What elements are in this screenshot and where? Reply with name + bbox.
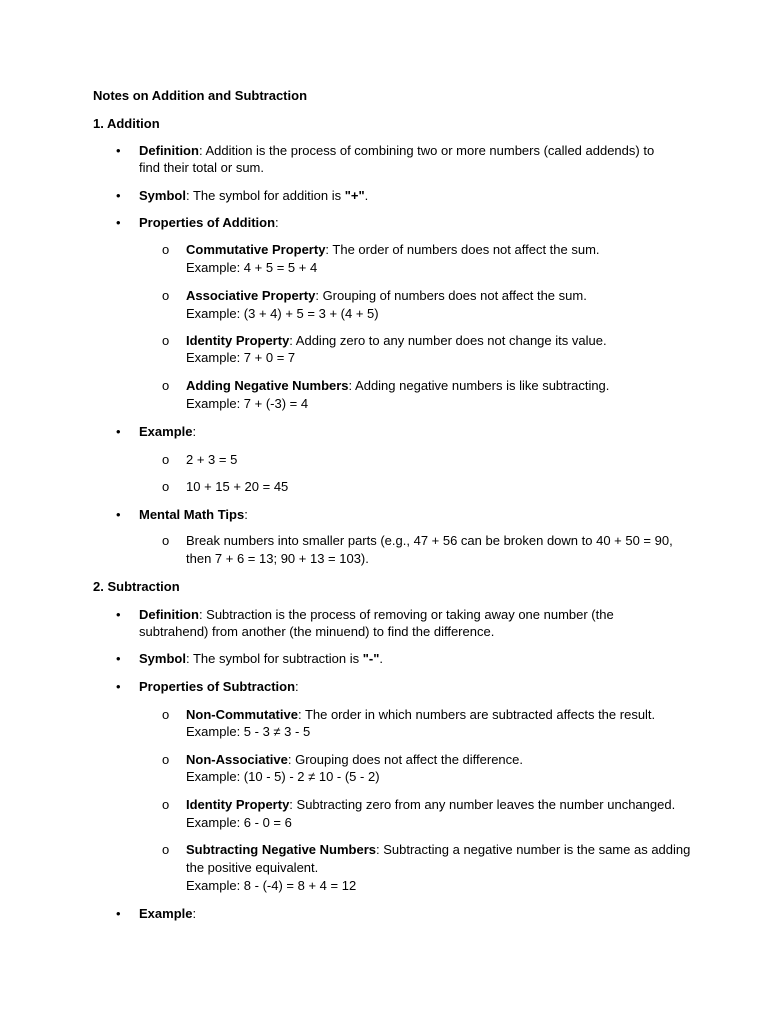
mental-math-heading	[139, 506, 248, 524]
properties-label: Properties of Subtraction	[139, 679, 296, 694]
colon: :	[295, 679, 299, 694]
property-item	[186, 796, 675, 814]
property-example: Example: (3 + 4) + 5 = 3 + (4 + 5)	[186, 306, 379, 321]
sub-bullet-icon: o	[162, 333, 170, 348]
symbol-text: : The symbol for subtraction is	[185, 651, 363, 666]
addition-definition-cont: find their total or sum.	[139, 160, 264, 175]
property-text: : Grouping does not affect the difference.	[287, 752, 523, 767]
definition-text: : Subtraction is the process of removing or taking away one number (the	[198, 607, 614, 622]
property-text: : Subtracting zero from any number leaves the number unchanged.	[289, 797, 676, 812]
property-label: Identity Property	[186, 797, 290, 812]
property-example: Example: 4 + 5 = 5 + 4	[186, 260, 318, 275]
sub-bullet-icon: o	[162, 533, 170, 548]
bullet-icon: •	[116, 215, 121, 230]
tips-item: Break numbers into smaller parts (e.g., 47 + 56 can be broken down to 40 + 50 = 90,	[186, 533, 673, 548]
property-item	[186, 287, 587, 305]
section-heading-addition: 1. Addition	[93, 116, 160, 131]
bullet-icon: •	[116, 906, 121, 921]
subtraction-definition-cont: subtrahend) from another (the minuend) to find the difference.	[139, 624, 495, 639]
property-item	[186, 706, 655, 724]
document-title: Notes on Addition and Subtraction	[93, 88, 308, 103]
subtraction-properties-heading	[139, 678, 299, 696]
sub-bullet-icon: o	[162, 479, 170, 494]
property-example: Example: 8 - (-4) = 8 + 4 = 12	[186, 878, 357, 893]
property-example: Example: 6 - 0 = 6	[186, 815, 292, 830]
subtraction-symbol	[139, 650, 383, 668]
property-item	[186, 241, 600, 259]
example-label: Example	[139, 424, 193, 439]
sub-bullet-icon: o	[162, 242, 170, 257]
bullet-icon: •	[116, 143, 121, 158]
property-label: Non-Associative	[186, 752, 288, 767]
colon: :	[192, 906, 197, 921]
bullet-icon: •	[116, 424, 121, 439]
property-item	[186, 841, 690, 859]
property-text: : Subtracting a negative number is the same as adding	[376, 842, 691, 857]
colon: :	[244, 507, 248, 522]
property-label: Subtracting Negative Numbers	[186, 842, 376, 857]
property-label: Commutative Property	[186, 242, 326, 257]
bullet-icon: •	[116, 651, 121, 666]
property-example: Example: 7 + 0 = 7	[186, 350, 296, 365]
property-text: : Adding negative numbers is like subtracting.	[348, 378, 610, 393]
property-text-cont: the positive equivalent.	[186, 860, 319, 875]
sub-bullet-icon: o	[162, 842, 170, 857]
property-text: : The order of numbers does not affect the sum.	[325, 242, 600, 257]
definition-label: Definition	[139, 607, 199, 622]
symbol-label: Symbol	[139, 188, 186, 203]
property-text: : Adding zero to any number does not change its value.	[289, 333, 607, 348]
subtraction-definition	[139, 606, 614, 624]
example-label: Example	[139, 906, 193, 921]
example-item: 2 + 3 = 5	[186, 452, 238, 467]
property-example: Example: (10 - 5) - 2 ≠ 10 - (5 - 2)	[186, 769, 380, 784]
property-label: Identity Property	[186, 333, 290, 348]
section-heading-subtraction: 2. Subtraction	[93, 579, 180, 594]
colon: :	[275, 215, 279, 230]
property-item	[186, 332, 607, 350]
subtraction-example-heading	[139, 905, 196, 923]
definition-text: : Addition is the process of combining two or more numbers (called addends) to	[198, 143, 655, 158]
bullet-icon: •	[116, 507, 121, 522]
property-label: Adding Negative Numbers	[186, 378, 349, 393]
sub-bullet-icon: o	[162, 797, 170, 812]
sub-bullet-icon: o	[162, 378, 170, 393]
property-label: Associative Property	[186, 288, 316, 303]
bullet-icon: •	[116, 679, 121, 694]
addition-definition	[139, 142, 654, 160]
symbol-end: .	[379, 651, 384, 666]
property-label: Non-Commutative	[186, 707, 298, 722]
property-example: Example: 7 + (-3) = 4	[186, 396, 309, 411]
addition-example-heading	[139, 423, 196, 441]
symbol-glyph: "+"	[344, 188, 365, 203]
example-item: 10 + 15 + 20 = 45	[186, 479, 289, 494]
definition-label: Definition	[139, 143, 199, 158]
addition-properties-heading	[139, 214, 279, 232]
symbol-end: .	[364, 188, 369, 203]
sub-bullet-icon: o	[162, 752, 170, 767]
colon: :	[192, 424, 197, 439]
bullet-icon: •	[116, 188, 121, 203]
addition-symbol	[139, 187, 368, 205]
property-text: : Grouping of numbers does not affect the sum.	[315, 288, 587, 303]
symbol-label: Symbol	[139, 651, 186, 666]
properties-label: Properties of Addition	[139, 215, 276, 230]
sub-bullet-icon: o	[162, 707, 170, 722]
tips-item-cont: then 7 + 6 = 13; 90 + 13 = 103).	[186, 551, 369, 566]
symbol-glyph: "-"	[362, 651, 380, 666]
sub-bullet-icon: o	[162, 452, 170, 467]
bullet-icon: •	[116, 607, 121, 622]
property-item	[186, 377, 609, 395]
sub-bullet-icon: o	[162, 288, 170, 303]
property-example: Example: 5 - 3 ≠ 3 - 5	[186, 724, 311, 739]
tips-label: Mental Math Tips	[139, 507, 245, 522]
symbol-text: : The symbol for addition is	[185, 188, 345, 203]
property-text: : The order in which numbers are subtracted affects the result.	[297, 707, 656, 722]
property-item	[186, 751, 523, 769]
